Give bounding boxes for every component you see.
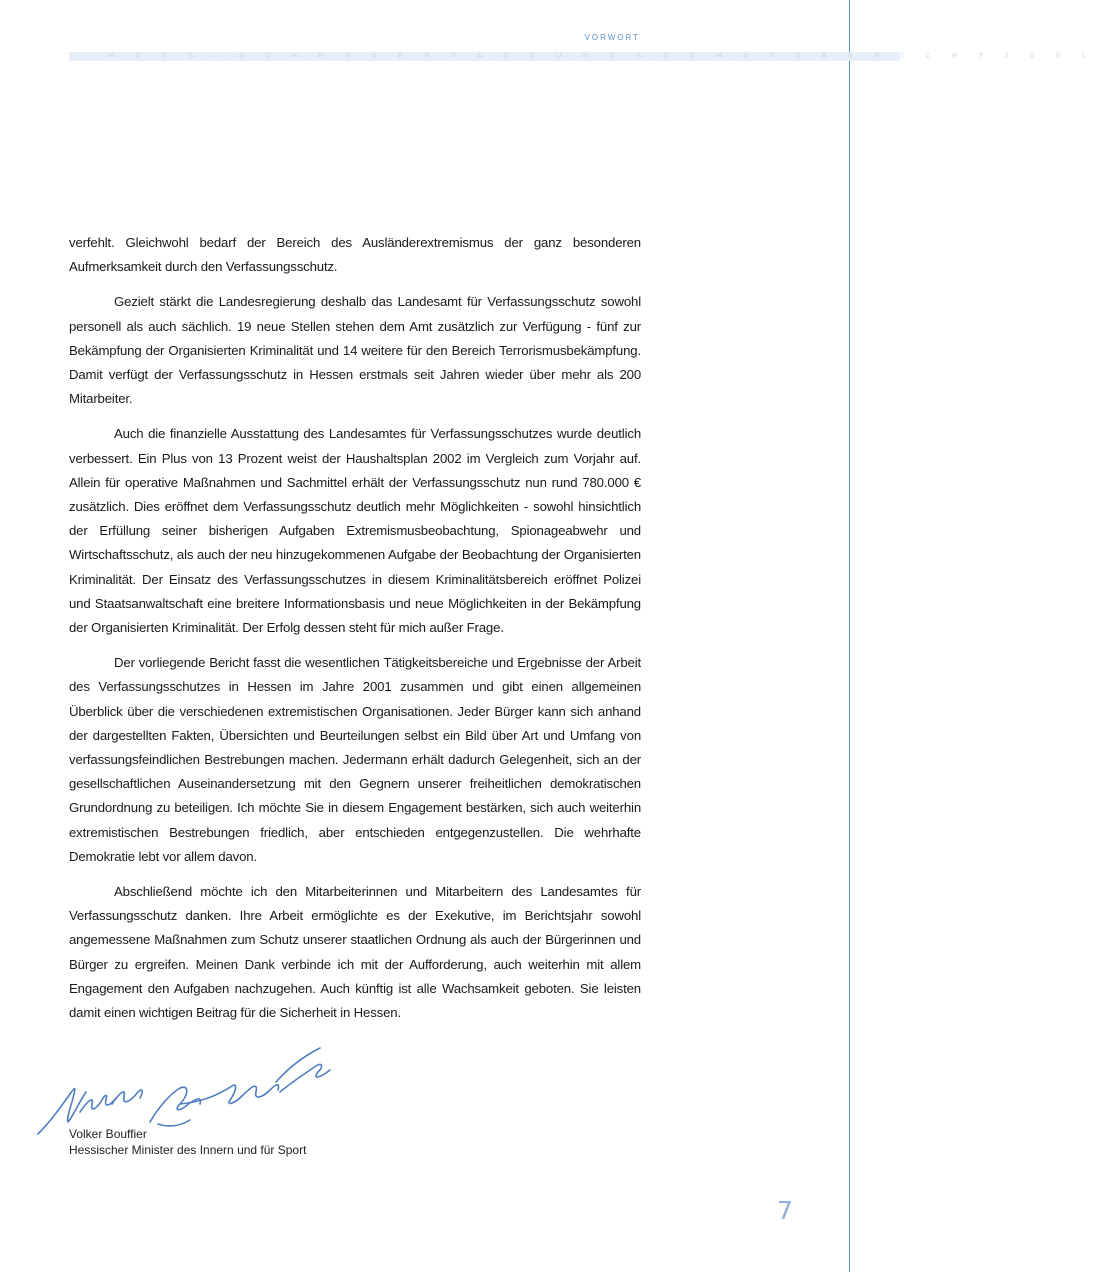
section-label: VORWORT xyxy=(584,33,640,42)
running-header-band xyxy=(69,52,1095,61)
paragraph: Der vorliegende Bericht fasst die wesentlichen Tätigkeitsbereiche und Ergebnisse der Arbeit des Verfassungsschutzes in Hessen im Jahre 2001 zusammen und gibt einen allgemeinen Überblick über die verschiedenen extremistischen Organisationen. Jeder Bürger kann sich anhand der dargestellten Fakten, Übersichten und Beurteilungen selbst ein Bild über Art und Umfang von verfassungsfeindlichen Bestrebungen machen. Jedermann erhält dadurch Gelegenheit, sich an der gesellschaftlichen Auseinandersetzung mit den Gegnern unserer freiheitlichen demokratischen Grundordnung zu beteiligen. Ich möchte Sie in diesem Engagement bestärken, sich auch weiterhin extremistischen Bestrebungen friedlich, aber entschieden entgegenzustellen. Die wehrhafte Demokratie lebt vor allem davon. xyxy=(69,655,641,864)
page-number: 7 xyxy=(777,1196,793,1225)
running-header-title: H E S S I S C H E R V E R F A S S U N G S S C H U T Z B E R I C H T 2 0 0 1 xyxy=(109,53,1095,60)
signatory-title: Hessischer Minister des Innern und für Sport xyxy=(69,1142,307,1157)
paragraph: Gezielt stärkt die Landesregierung deshalb das Landesamt für Verfassungsschutz sowohl personell als auch sächlich. 19 neue Stellen stehen dem Amt zusätzlich zur Verfügung - fünf zur Bekämpfung der Organisierten Kriminalität und 14 weitere für den Bereich Terrorismusbekämpfung. Damit verfügt der Verfassungsschutz in Hessen erstmals seit Jahren wieder über mehr als 200 Mitarbeiter. xyxy=(69,294,641,407)
paragraph: Abschließend möchte ich den Mitarbeiterinnen und Mitarbeitern des Landesamtes für Verfassungsschutz danken. Ihre Arbeit ermöglichte es der Exekutive, im Berichtsjahr sowohl angemessene Maßnahmen zum Schutz unserer staatlichen Ordnung als auch der Bürgerinnen und Bürger zu ergreifen. Meinen Dank verbinde ich mit der Aufforderung, auch weiterhin mit allem Engagement den Aufgaben nachzugehen. Auch künftig ist alle Wachsamkeit geboten. Sie leisten damit einen wichtigen Beitrag für die Sicherheit in Hessen. xyxy=(69,884,641,1021)
signatory xyxy=(69,1127,306,1158)
signatory-name: Volker Bouffier xyxy=(69,1127,147,1141)
paragraph: verfehlt. Gleichwohl bedarf der Bereich des Ausländerextremismus der ganz besonderen Aufmerksamkeit durch den Verfassungsschutz. xyxy=(69,235,641,275)
page-edge-rule xyxy=(849,0,850,1272)
paragraph: Auch die finanzielle Ausstattung des Landesamtes für Verfassungsschutzes wurde deutlich verbessert. Ein Plus von 13 Prozent weist der Haushaltsplan 2002 im Vergleich zum Vorjahr auf. Allein für operative Maßnahmen und Sachmittel erhält der Verfassungsschutz nun rund 780.000 € zusätzlich. Dies eröffnet dem Verfassungsschutz deutlich mehr Möglichkeiten - sowohl hinsichtlich der Erfüllung seiner bisherigen Aufgaben Extremismusbeobachtung, Spionageabwehr und Wirtschaftsschutz, als auch der neu hinzugekommenen Aufgabe der Beobachtung der Organisierten Kriminalität. Der Einsatz des Verfassungsschutzes in diesem Kriminalitätsbereich eröffnet Polizei und Staatsanwaltschaft eine breitere Informationsbasis und neue Möglichkeiten in der Bekämpfung der Organisierten Kriminalität. Der Erfolg dessen steht für mich außer Frage. xyxy=(69,426,641,636)
body-text xyxy=(69,231,641,1036)
